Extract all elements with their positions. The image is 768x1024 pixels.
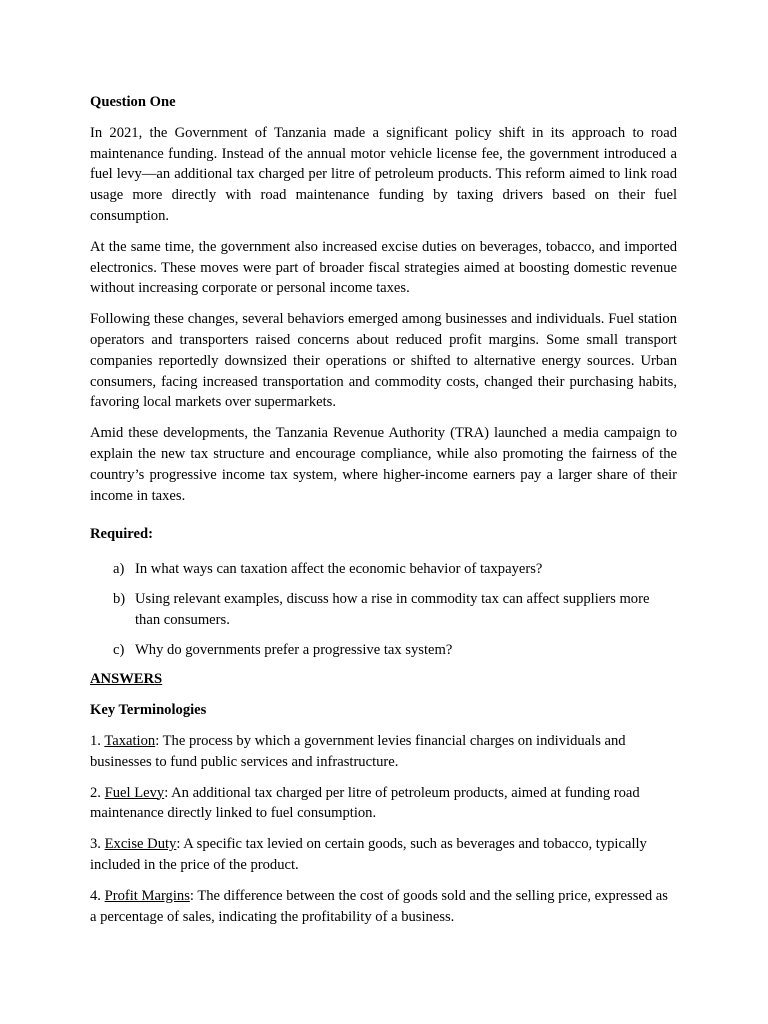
required-item-b — [90, 589, 677, 631]
question-paragraph-4: Amid these developments, the Tanzania Revenue Authority (TRA) launched a media campaign to explain the new tax structure and encourage compliance, while also promoting the fairness of the country’s progressive income tax system, where higher-income earners pay a larger share of their income in taxes. — [90, 425, 677, 504]
required-heading: Required: — [90, 526, 153, 543]
required-list — [90, 559, 677, 660]
term-profit-margins — [90, 886, 677, 928]
term-name: Profit Margins — [104, 887, 190, 904]
list-marker: b) — [113, 590, 126, 607]
required-item-a — [90, 559, 677, 580]
term-excise-duty — [90, 834, 677, 876]
list-marker: a) — [113, 561, 125, 578]
question-paragraph-2: At the same time, the government also increased excise duties on beverages, tobacco, and imported electronics. These moves were part of broader fiscal strategies aimed at boosting domestic revenue without increasing corporate or personal income taxes. — [90, 238, 677, 297]
list-item-text: In what ways can taxation affect the economic behavior of taxpayers? — [135, 561, 543, 578]
document-page — [90, 92, 677, 937]
term-definition: : An additional tax charged per litre of petroleum products, aimed at funding road maintenance directly linked to fuel consumption. — [90, 784, 640, 822]
term-definition: : A specific tax levied on certain goods, such as beverages and tobacco, typically included in the price of the product. — [90, 836, 647, 873]
term-definition: : The difference between the cost of goods sold and the selling price, expressed as a percentage of sales, indicating the profitability of a business. — [90, 887, 668, 925]
term-name: Excise Duty — [104, 836, 177, 853]
term-number: 4. — [90, 887, 101, 904]
term-number: 1. — [90, 732, 101, 749]
required-item-c — [90, 640, 677, 661]
list-item-text: Why do governments prefer a progressive tax system? — [135, 641, 453, 658]
question-paragraph-1: In 2021, the Government of Tanzania made a significant policy shift in its approach to road maintenance funding. Instead of the annual motor vehicle license fee, the government introduced a fuel levy—an additional tax charged per litre of petroleum products. This reform aimed to link road usage more directly with road maintenance funding by taxing drivers based on their fuel consumption. — [90, 124, 677, 224]
term-taxation — [90, 731, 677, 773]
term-number: 2. — [90, 784, 101, 801]
term-name: Fuel Levy — [104, 784, 165, 801]
term-number: 3. — [90, 836, 101, 853]
answers-heading: ANSWERS — [90, 671, 163, 688]
list-item-text: Using relevant examples, discuss how a rise in commodity tax can affect suppliers more than consumers. — [135, 590, 650, 628]
term-name: Taxation — [104, 732, 156, 749]
key-terminologies-heading: Key Terminologies — [90, 702, 207, 719]
term-fuel-levy — [90, 783, 677, 825]
question-title: Question One — [90, 94, 176, 110]
list-marker: c) — [113, 641, 125, 658]
term-definition: : The process by which a government levies financial charges on individuals and businesses to fund public services and infrastructure. — [90, 732, 626, 770]
question-paragraph-3: Following these changes, several behaviors emerged among businesses and individuals. Fuel station operators and transporters raised concerns about reduced profit margins. Some small transport companies reportedly downsized their operations or shifted to alternative energy sources. Urban consumers, facing increased transportation and commodity costs, changed their purchasing habits, favoring local markets over supermarkets. — [90, 311, 677, 411]
